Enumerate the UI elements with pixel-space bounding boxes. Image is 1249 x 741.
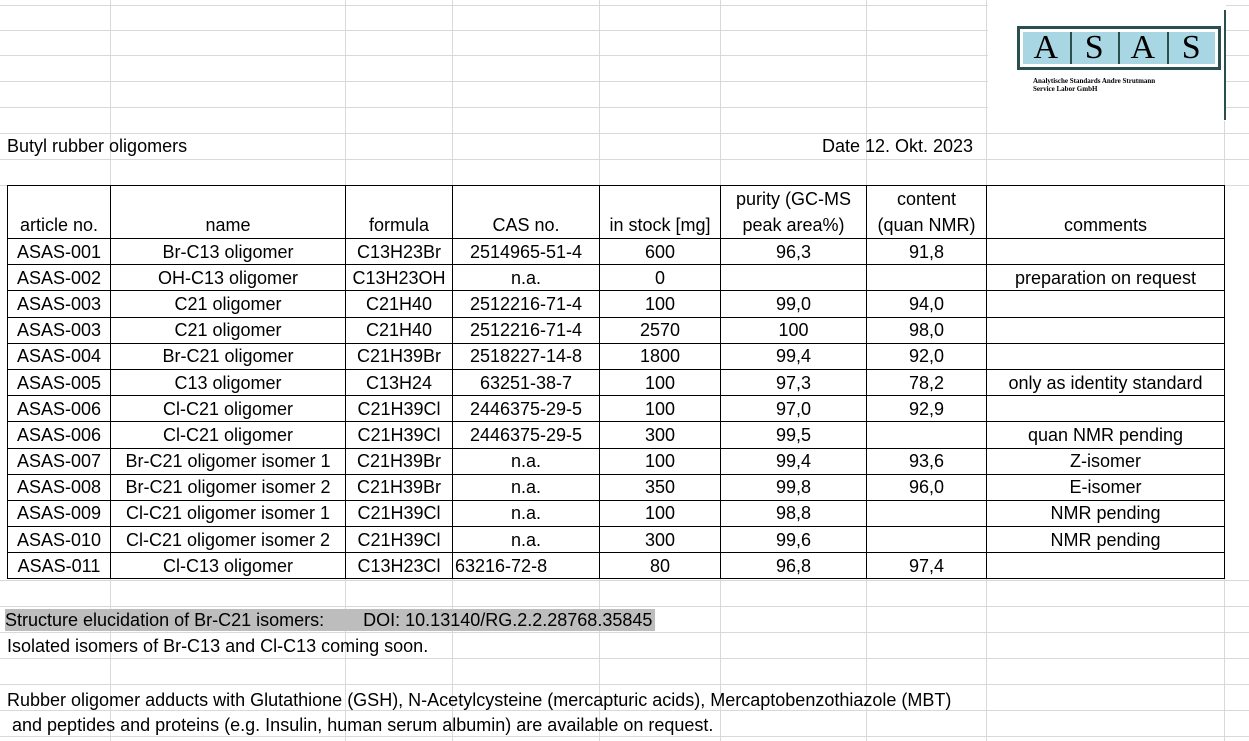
cell-comments[interactable]: NMR pending xyxy=(987,527,1225,553)
table-row xyxy=(8,396,1225,422)
cell-formula[interactable]: C21H39Cl xyxy=(346,500,453,526)
cell-cas-no[interactable]: n.a. xyxy=(453,448,600,474)
cell-content[interactable]: 78,2 xyxy=(867,369,987,395)
logo-letter: A xyxy=(1120,32,1169,64)
cell-name[interactable]: Cl-C21 oligomer isomer 1 xyxy=(111,500,346,526)
cell-in-stock[interactable]: 100 xyxy=(600,291,721,317)
table-row xyxy=(8,317,1225,343)
header-content-line2: (quan NMR) xyxy=(877,215,976,235)
cell-article-no[interactable]: ASAS-003 xyxy=(8,291,111,317)
cell-formula[interactable]: C21H39Br xyxy=(346,474,453,500)
cell-formula[interactable]: C21H40 xyxy=(346,291,453,317)
cell-article-no[interactable]: ASAS-005 xyxy=(8,369,111,395)
cell-article-no[interactable]: ASAS-009 xyxy=(8,500,111,526)
cell-comments[interactable]: quan NMR pending xyxy=(987,422,1225,448)
cell-content[interactable] xyxy=(867,265,987,291)
doi-text: DOI: 10.13140/RG.2.2.28768.35845 xyxy=(363,610,653,630)
date-label[interactable]: Date xyxy=(822,136,861,156)
cell-name[interactable]: OH-C13 oligomer xyxy=(111,265,346,291)
logo-letter: A xyxy=(1023,32,1072,64)
cell-name[interactable]: C13 oligomer xyxy=(111,369,346,395)
cell-cas-no[interactable]: n.a. xyxy=(453,474,600,500)
cell-article-no[interactable]: ASAS-001 xyxy=(8,239,111,265)
cell-content[interactable] xyxy=(867,422,987,448)
cell-in-stock[interactable]: 100 xyxy=(600,396,721,422)
logo-subtitle-line1: Analytische Standards Andre Strutmann xyxy=(1033,77,1156,85)
cell-formula[interactable]: C21H39Cl xyxy=(346,396,453,422)
header-comments[interactable]: comments xyxy=(987,186,1225,239)
cell-cas-no[interactable]: n.a. xyxy=(453,500,600,526)
header-cas-no[interactable]: CAS no. xyxy=(453,186,600,239)
table-row xyxy=(8,265,1225,291)
cell-comments[interactable]: only as identity standard xyxy=(987,369,1225,395)
cell-name[interactable]: Cl-C21 oligomer xyxy=(111,422,346,448)
cell-cas-no[interactable]: 2446375-29-5 xyxy=(453,396,600,422)
cell-comments[interactable]: E-isomer xyxy=(987,474,1225,500)
header-row xyxy=(8,186,1225,239)
cell-purity[interactable]: 97,3 xyxy=(721,369,867,395)
cell-content[interactable] xyxy=(867,527,987,553)
cell-formula[interactable]: C13H23OH xyxy=(346,265,453,291)
cell-formula[interactable]: C21H39Cl xyxy=(346,422,453,448)
cell-name[interactable]: Br-C21 oligomer isomer 1 xyxy=(111,448,346,474)
logo-letter: S xyxy=(1169,32,1216,64)
cell-formula[interactable]: C13H24 xyxy=(346,369,453,395)
sheet-title[interactable]: Butyl rubber oligomers xyxy=(7,136,188,156)
cell-content[interactable]: 96,0 xyxy=(867,474,987,500)
cell-cas-no[interactable]: 2512216-71-4 xyxy=(453,291,600,317)
asas-logo xyxy=(988,0,1226,121)
cell-content[interactable] xyxy=(867,500,987,526)
cell-cas-no[interactable]: n.a. xyxy=(453,527,600,553)
structure-note-text: Structure elucidation of Br-C21 isomers: xyxy=(5,610,325,630)
cell-comments[interactable] xyxy=(987,239,1225,265)
logo-subtitle xyxy=(1033,77,1155,93)
cell-formula[interactable]: C21H39Br xyxy=(346,448,453,474)
cell-formula[interactable]: C21H40 xyxy=(346,317,453,343)
cell-cas-no[interactable]: 63251-38-7 xyxy=(453,369,600,395)
cell-comments[interactable]: NMR pending xyxy=(987,500,1225,526)
date-value[interactable]: 12. Okt. 2023 xyxy=(865,136,974,156)
cell-cas-no[interactable]: 63216-72-8 xyxy=(453,553,600,579)
cell-content[interactable]: 93,6 xyxy=(867,448,987,474)
cell-name[interactable]: Br-C21 oligomer xyxy=(111,343,346,369)
cell-purity[interactable]: 99,0 xyxy=(721,291,867,317)
cell-article-no[interactable]: ASAS-006 xyxy=(8,396,111,422)
cell-article-no[interactable]: ASAS-003 xyxy=(8,317,111,343)
header-purity-line1: purity (GC-MS xyxy=(735,189,851,209)
structure-note[interactable] xyxy=(5,609,655,631)
header-article-no[interactable]: article no. xyxy=(8,186,111,239)
cell-in-stock[interactable]: 80 xyxy=(600,553,721,579)
cell-in-stock[interactable]: 300 xyxy=(600,422,721,448)
cell-purity[interactable]: 96,8 xyxy=(721,553,867,579)
cell-comments[interactable] xyxy=(987,291,1225,317)
cell-in-stock[interactable]: 100 xyxy=(600,369,721,395)
cell-content[interactable]: 98,0 xyxy=(867,317,987,343)
cell-cas-no[interactable]: 2514965-51-4 xyxy=(453,239,600,265)
table-row xyxy=(8,448,1225,474)
cell-name[interactable]: C21 oligomer xyxy=(111,317,346,343)
table-row xyxy=(8,291,1225,317)
cell-name[interactable]: C21 oligomer xyxy=(111,291,346,317)
cell-purity[interactable]: 98,8 xyxy=(721,500,867,526)
cell-purity[interactable]: 99,8 xyxy=(721,474,867,500)
adducts-note-line1[interactable]: Rubber oligomer adducts with Glutathione (GSH), N-Acetylcysteine (mercapturic acids), Mercaptobenzothiazole (MBT) xyxy=(7,690,952,710)
cell-purity[interactable]: 100 xyxy=(721,317,867,343)
cell-in-stock[interactable]: 300 xyxy=(600,527,721,553)
cell-article-no[interactable]: ASAS-011 xyxy=(8,553,111,579)
header-content[interactable] xyxy=(867,186,987,239)
cell-cas-no[interactable]: 2518227-14-8 xyxy=(453,343,600,369)
cell-article-no[interactable]: ASAS-008 xyxy=(8,474,111,500)
header-formula[interactable]: formula xyxy=(346,186,453,239)
header-in-stock[interactable]: in stock [mg] xyxy=(600,186,721,239)
cell-purity[interactable]: 99,6 xyxy=(721,527,867,553)
cell-formula[interactable]: C21H39Cl xyxy=(346,527,453,553)
cell-name[interactable]: Br-C21 oligomer isomer 2 xyxy=(111,474,346,500)
cell-content[interactable]: 92,0 xyxy=(867,343,987,369)
table-row xyxy=(8,500,1225,526)
header-content-line1: content xyxy=(896,189,957,209)
logo-subtitle-line2: Service Labor GmbH xyxy=(1033,85,1098,93)
cell-content[interactable]: 94,0 xyxy=(867,291,987,317)
cell-in-stock[interactable]: 350 xyxy=(600,474,721,500)
cell-in-stock[interactable]: 100 xyxy=(600,500,721,526)
isomers-note[interactable]: Isolated isomers of Br-C13 and Cl-C13 coming soon. xyxy=(7,636,429,656)
cell-comments[interactable]: Z-isomer xyxy=(987,448,1225,474)
cell-name[interactable]: Cl-C21 oligomer xyxy=(111,396,346,422)
cell-cas-no[interactable]: n.a. xyxy=(453,265,600,291)
cell-purity[interactable] xyxy=(721,265,867,291)
table-row xyxy=(8,369,1225,395)
cell-content[interactable]: 91,8 xyxy=(867,239,987,265)
table-row xyxy=(8,239,1225,265)
cell-comments[interactable] xyxy=(987,317,1225,343)
cell-content[interactable]: 97,4 xyxy=(867,553,987,579)
cell-purity[interactable]: 97,0 xyxy=(721,396,867,422)
logo-letter: S xyxy=(1072,32,1121,64)
cell-in-stock[interactable]: 100 xyxy=(600,448,721,474)
table-row xyxy=(8,553,1225,579)
cell-comments[interactable] xyxy=(987,396,1225,422)
cell-purity[interactable]: 99,4 xyxy=(721,448,867,474)
cell-name[interactable]: Cl-C13 oligomer xyxy=(111,553,346,579)
cell-in-stock[interactable]: 600 xyxy=(600,239,721,265)
logo-divider xyxy=(1224,10,1226,120)
table-row xyxy=(8,343,1225,369)
cell-comments[interactable]: preparation on request xyxy=(987,265,1225,291)
cell-article-no[interactable]: ASAS-007 xyxy=(8,448,111,474)
cell-formula[interactable]: C13H23Br xyxy=(346,239,453,265)
cell-article-no[interactable]: ASAS-010 xyxy=(8,527,111,553)
cell-comments[interactable] xyxy=(987,553,1225,579)
cell-formula[interactable]: C21H39Br xyxy=(346,343,453,369)
adducts-note-line2[interactable]: and peptides and proteins (e.g. Insulin, human serum albumin) are available on request. xyxy=(7,715,714,735)
table-row xyxy=(8,474,1225,500)
cell-in-stock[interactable]: 0 xyxy=(600,265,721,291)
header-purity[interactable] xyxy=(721,186,867,239)
table-row xyxy=(8,422,1225,448)
cell-article-no[interactable]: ASAS-004 xyxy=(8,343,111,369)
cell-cas-no[interactable]: 2512216-71-4 xyxy=(453,317,600,343)
cell-formula[interactable]: C13H23Cl xyxy=(346,553,453,579)
cell-content[interactable]: 92,9 xyxy=(867,396,987,422)
product-table xyxy=(7,185,1225,579)
header-purity-line2: peak area%) xyxy=(742,215,845,235)
cell-name[interactable]: Cl-C21 oligomer isomer 2 xyxy=(111,527,346,553)
cell-purity[interactable]: 96,3 xyxy=(721,239,867,265)
cell-purity[interactable]: 99,4 xyxy=(721,343,867,369)
cell-article-no[interactable]: ASAS-002 xyxy=(8,265,111,291)
cell-in-stock[interactable]: 2570 xyxy=(600,317,721,343)
logo-letter-box xyxy=(1017,26,1221,70)
cell-article-no[interactable]: ASAS-006 xyxy=(8,422,111,448)
table-row xyxy=(8,527,1225,553)
cell-cas-no[interactable]: 2446375-29-5 xyxy=(453,422,600,448)
cell-in-stock[interactable]: 1800 xyxy=(600,343,721,369)
header-name[interactable]: name xyxy=(111,186,346,239)
cell-comments[interactable] xyxy=(987,343,1225,369)
cell-purity[interactable]: 99,5 xyxy=(721,422,867,448)
cell-name[interactable]: Br-C13 oligomer xyxy=(111,239,346,265)
